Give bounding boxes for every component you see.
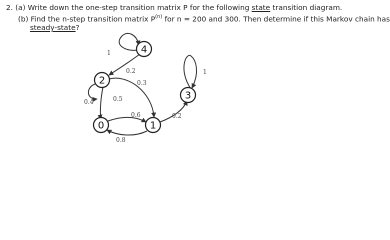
- part-b-underlined: steady-state: [30, 23, 76, 32]
- state-3: [181, 88, 196, 103]
- part-b-mid: for n = 200 and 300. Then determine if this Markov chain has: [164, 14, 390, 24]
- label-s2-self: 0.4: [84, 99, 94, 106]
- label-s1-to-s3: 0.2: [172, 113, 182, 120]
- part-a-end: transition diagram.: [272, 3, 343, 12]
- state-1: [146, 118, 161, 133]
- label-s2-to-s1: 0.3: [137, 80, 147, 87]
- part-b-end: ?: [75, 23, 80, 32]
- state-1-label: 1: [149, 120, 157, 132]
- edge-s2-to-s0: [100, 87, 103, 119]
- label-s2-to-s0: 0.5: [113, 96, 123, 103]
- state-0-label: 0: [97, 120, 105, 132]
- state-3-label: 3: [184, 90, 192, 102]
- label-s3-self: 1: [203, 69, 207, 76]
- state-4-label: 4: [140, 44, 148, 56]
- label-s4-self: 1: [107, 50, 111, 57]
- label-s1-to-s0: 0.8: [116, 137, 126, 144]
- part-b-superscript: (n): [155, 14, 163, 20]
- edge-s3-self: [184, 55, 197, 89]
- state-2-label: 2: [98, 75, 106, 87]
- part-a-text: (a) Write down the one-step transition matrix P for the following: [15, 3, 250, 12]
- part-b-text: (b) Find the n-step transition matrix P: [18, 14, 156, 24]
- state-2: [95, 73, 110, 88]
- edge-s2-self: [88, 84, 97, 99]
- problem-number: 2.: [6, 3, 13, 12]
- part-a-underlined: state: [251, 3, 271, 12]
- edge-s1-to-s0: [107, 130, 147, 135]
- label-s0-to-s1: 0.6: [131, 112, 141, 119]
- label-s4-to-s2: 0.2: [126, 68, 136, 75]
- state-0: [94, 118, 109, 133]
- state-4: [137, 42, 152, 57]
